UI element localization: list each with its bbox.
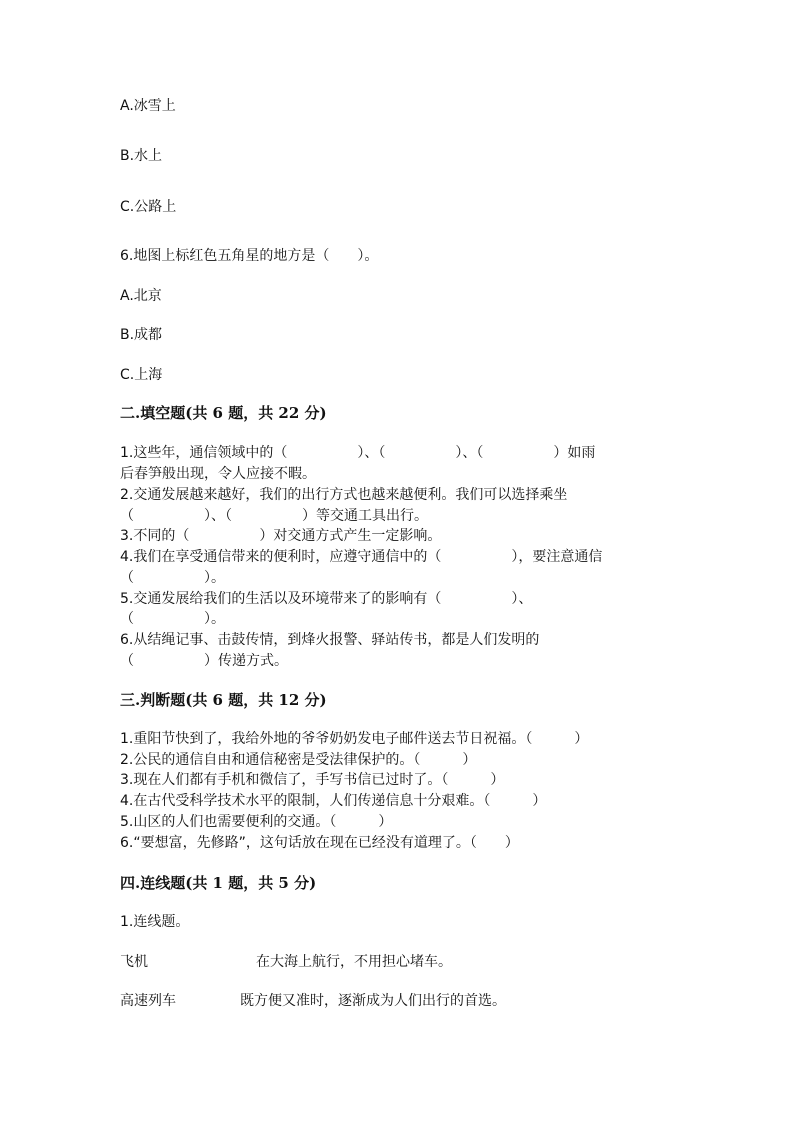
question-6-text: 6.地图上标红色五角星的地方是（ ）。 (120, 248, 379, 264)
option-c-road: C.公路上 (120, 199, 177, 215)
judge-item: 5.山区的人们也需要便利的交通。（ ） (120, 814, 393, 830)
judge-heading: 三.判断题(共 6 题，共 12 分) (120, 691, 327, 709)
fill-blank-line: 3.不同的（ ）对交通方式产生一定影响。 (120, 528, 442, 544)
match-left-plane: 飞机 (120, 954, 148, 970)
fill-blank-line: 4.我们在享受通信带来的便利时，应遵守通信中的（ ），要注意通信 (120, 549, 603, 565)
fill-blank-heading: 二.填空题(共 6 题，共 22 分) (120, 404, 327, 422)
judge-item: 4.在古代受科学技术水平的限制，人们传递信息十分艰难。（ ） (120, 793, 547, 809)
fill-blank-line: 2.交通发展越来越好，我们的出行方式也越来越便利。我们可以选择乘坐 (120, 487, 568, 503)
fill-blank-line: （ ）、（ ）等交通工具出行。 (120, 508, 428, 524)
fill-blank-line: 后春笋般出现，令人应接不暇。 (120, 466, 316, 482)
fill-blank-line: 6.从结绳记事、击鼓传情，到烽火报警、驿站传书，都是人们发明的 (120, 632, 540, 648)
judge-item: 6.“要想富，先修路”，这句话放在现在已经没有道理了。（ ） (120, 835, 519, 851)
judge-item: 1.重阳节快到了，我给外地的爷爷奶奶发电子邮件送去节日祝福。（ ） (120, 731, 589, 747)
fill-blank-line: （ ）。 (120, 570, 225, 586)
option-c-shanghai: C.上海 (120, 367, 163, 383)
judge-item: 2.公民的通信自由和通信秘密是受法律保护的。（ ） (120, 752, 477, 768)
match-right-convenient: 既方便又准时，逐渐成为人们出行的首选。 (240, 993, 506, 1009)
match-heading: 四.连线题(共 1 题，共 5 分) (120, 874, 317, 892)
fill-blank-line: 5.交通发展给我们的生活以及环境带来了的影响有（ ）、 (120, 591, 533, 607)
option-b-chengdu: B.成都 (120, 327, 163, 343)
fill-blank-line: 1.这些年，通信领域中的（ ）、（ ）、（ ）如雨 (120, 445, 596, 461)
match-question: 1.连线题。 (120, 914, 190, 930)
fill-blank-line: （ ）。 (120, 611, 225, 627)
fill-blank-line: （ ）传递方式。 (120, 653, 288, 669)
match-right-sea: 在大海上航行，不用担心堵车。 (256, 954, 452, 970)
judge-item: 3.现在人们都有手机和微信了，手写书信已过时了。（ ） (120, 772, 505, 788)
match-left-train: 高速列车 (120, 993, 176, 1009)
option-a-ice-snow: A.冰雪上 (120, 98, 176, 114)
option-a-beijing: A.北京 (120, 288, 162, 304)
option-b-water: B.水上 (120, 148, 163, 164)
